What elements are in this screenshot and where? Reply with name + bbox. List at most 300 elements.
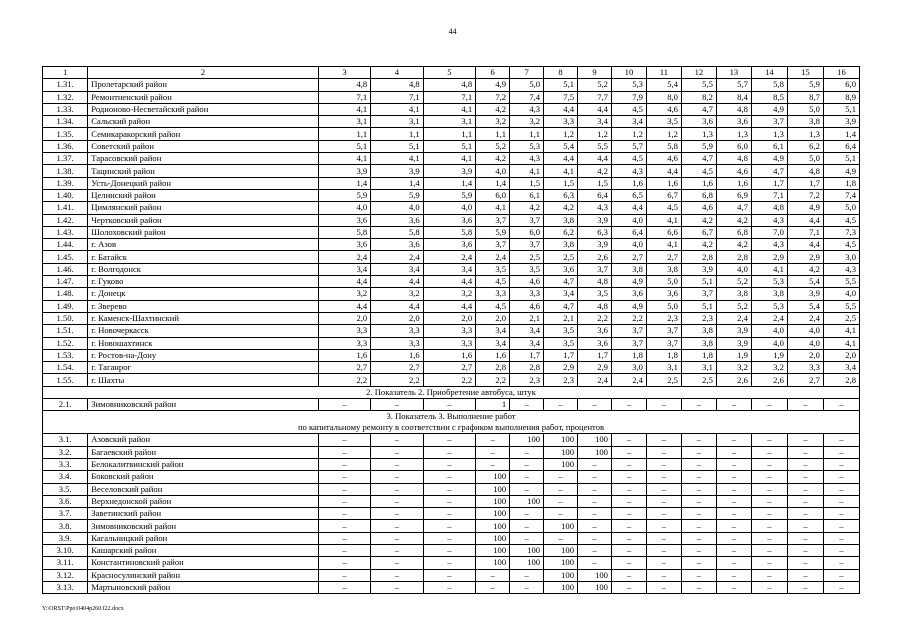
value-cell: 4,1 bbox=[318, 103, 370, 115]
value-cell: 6,2 bbox=[544, 226, 578, 238]
value-cell: 5,7 bbox=[716, 79, 751, 91]
value-cell: 3,7 bbox=[476, 239, 510, 251]
row-number-cell: 1.54. bbox=[43, 362, 88, 374]
value-cell: 8,4 bbox=[716, 91, 751, 103]
value-cell: – bbox=[318, 569, 370, 581]
value-cell: 6,6 bbox=[646, 226, 681, 238]
value-cell: 4,5 bbox=[476, 300, 510, 312]
table-row bbox=[43, 520, 860, 532]
table-row bbox=[43, 189, 860, 201]
value-cell: – bbox=[681, 471, 716, 483]
value-cell: 3,6 bbox=[318, 214, 370, 226]
district-name-cell: Кагальницкий район bbox=[88, 532, 318, 544]
table-row bbox=[43, 532, 860, 544]
value-cell: 5,0 bbox=[646, 276, 681, 288]
value-cell: – bbox=[787, 483, 823, 495]
value-cell: 5 bbox=[423, 67, 475, 79]
value-cell: 3,4 bbox=[611, 116, 646, 128]
value-cell: 3,7 bbox=[611, 325, 646, 337]
district-name-cell: Белокалитвинский район bbox=[88, 458, 318, 470]
district-name-cell: Сальский район bbox=[88, 116, 318, 128]
value-cell: 7,5 bbox=[544, 91, 578, 103]
value-cell: – bbox=[371, 508, 423, 520]
value-cell: 4,7 bbox=[544, 300, 578, 312]
value-cell: – bbox=[751, 495, 787, 507]
value-cell: 3,5 bbox=[578, 288, 612, 300]
value-cell: – bbox=[423, 569, 475, 581]
district-name-cell: г. Донецк bbox=[88, 288, 318, 300]
value-cell: – bbox=[423, 495, 475, 507]
value-cell: 1,7 bbox=[510, 349, 544, 361]
value-cell: 4,9 bbox=[751, 103, 787, 115]
value-cell: 8,5 bbox=[751, 91, 787, 103]
value-cell: 3,3 bbox=[423, 325, 475, 337]
district-name-cell: Цимлянский район bbox=[88, 202, 318, 214]
value-cell: – bbox=[787, 520, 823, 532]
table-row bbox=[43, 399, 860, 411]
table-row bbox=[43, 569, 860, 581]
row-number-cell: 1.52. bbox=[43, 337, 88, 349]
row-number-cell: 3.12. bbox=[43, 569, 88, 581]
value-cell: 14 bbox=[751, 67, 787, 79]
value-cell: 5,8 bbox=[423, 226, 475, 238]
value-cell: – bbox=[510, 532, 544, 544]
value-cell: 3,0 bbox=[823, 251, 859, 263]
district-name-cell: Заветинский район bbox=[88, 508, 318, 520]
value-cell: 1,1 bbox=[371, 128, 423, 140]
value-cell: 3,3 bbox=[787, 362, 823, 374]
value-cell: 2,7 bbox=[611, 251, 646, 263]
table-row bbox=[43, 557, 860, 569]
value-cell: – bbox=[371, 471, 423, 483]
value-cell: – bbox=[716, 581, 751, 593]
value-cell: 7 bbox=[510, 67, 544, 79]
value-cell: 5,5 bbox=[681, 79, 716, 91]
value-cell: 3,9 bbox=[371, 165, 423, 177]
district-name-cell: Целинский район bbox=[88, 189, 318, 201]
value-cell: 3,7 bbox=[578, 263, 612, 275]
value-cell: 4,2 bbox=[716, 239, 751, 251]
value-cell: 2,9 bbox=[751, 251, 787, 263]
value-cell: – bbox=[681, 544, 716, 556]
value-cell: 4,5 bbox=[646, 202, 681, 214]
value-cell: 3,2 bbox=[371, 288, 423, 300]
district-name-cell: Семикаракорский район bbox=[88, 128, 318, 140]
value-cell: – bbox=[751, 508, 787, 520]
value-cell: – bbox=[371, 434, 423, 446]
value-cell: 1,5 bbox=[578, 177, 612, 189]
value-cell: – bbox=[510, 569, 544, 581]
file-path-footer: Y:\ORST\Ppo\0404p260.f22.docx bbox=[42, 606, 124, 612]
value-cell: 2,3 bbox=[681, 312, 716, 324]
value-cell: – bbox=[371, 569, 423, 581]
value-cell: – bbox=[646, 557, 681, 569]
value-cell: 5,0 bbox=[787, 153, 823, 165]
value-cell: 4,8 bbox=[318, 79, 370, 91]
value-cell: 2,4 bbox=[611, 374, 646, 386]
value-cell: 1,6 bbox=[681, 177, 716, 189]
district-name-cell: Зимовниковский район bbox=[88, 399, 318, 411]
value-cell: 4,1 bbox=[476, 202, 510, 214]
value-cell: – bbox=[646, 581, 681, 593]
value-cell: – bbox=[578, 399, 612, 411]
value-cell: 2,2 bbox=[371, 374, 423, 386]
district-name-cell: г. Новошахтинск bbox=[88, 337, 318, 349]
value-cell: – bbox=[646, 399, 681, 411]
value-cell: 7,1 bbox=[423, 91, 475, 103]
value-cell: 3,9 bbox=[578, 214, 612, 226]
value-cell: 100 bbox=[578, 434, 612, 446]
value-cell: 4,4 bbox=[371, 276, 423, 288]
value-cell: 100 bbox=[578, 446, 612, 458]
value-cell: 2,4 bbox=[578, 374, 612, 386]
value-cell: – bbox=[318, 471, 370, 483]
value-cell: 2,8 bbox=[510, 362, 544, 374]
value-cell: – bbox=[544, 471, 578, 483]
value-cell: 4,4 bbox=[423, 300, 475, 312]
value-cell: – bbox=[544, 532, 578, 544]
value-cell: 100 bbox=[544, 544, 578, 556]
value-cell: 5,5 bbox=[823, 276, 859, 288]
value-cell: – bbox=[646, 458, 681, 470]
value-cell: 2,2 bbox=[476, 374, 510, 386]
table-row bbox=[43, 458, 860, 470]
value-cell: – bbox=[611, 557, 646, 569]
value-cell: 3,7 bbox=[751, 116, 787, 128]
value-cell: 3,6 bbox=[681, 116, 716, 128]
value-cell: 4,2 bbox=[476, 153, 510, 165]
table-row bbox=[43, 226, 860, 238]
value-cell: – bbox=[751, 544, 787, 556]
district-name-cell: Советский район bbox=[88, 140, 318, 152]
section-title-line: 2. Показатель 2. Приобретение автобуса, штук bbox=[366, 386, 536, 397]
district-name-cell: Тацинский район bbox=[88, 165, 318, 177]
value-cell: 5,1 bbox=[823, 103, 859, 115]
value-cell: 100 bbox=[476, 495, 510, 507]
value-cell: 7,4 bbox=[823, 189, 859, 201]
value-cell: – bbox=[646, 508, 681, 520]
value-cell: 3,5 bbox=[646, 116, 681, 128]
value-cell: 4,5 bbox=[611, 103, 646, 115]
value-cell: 4,9 bbox=[823, 165, 859, 177]
value-cell: – bbox=[611, 434, 646, 446]
indicator-table bbox=[42, 66, 860, 594]
district-name-cell: г. Каменск-Шахтинский bbox=[88, 312, 318, 324]
value-cell: 2,0 bbox=[823, 349, 859, 361]
value-cell: – bbox=[476, 434, 510, 446]
value-cell: 4,5 bbox=[823, 214, 859, 226]
value-cell: 2,2 bbox=[578, 312, 612, 324]
value-cell: 4,1 bbox=[371, 103, 423, 115]
value-cell: – bbox=[681, 458, 716, 470]
table-row bbox=[43, 349, 860, 361]
table-row bbox=[43, 177, 860, 189]
value-cell: 3,0 bbox=[611, 362, 646, 374]
value-cell: – bbox=[681, 434, 716, 446]
value-cell: 10 bbox=[611, 67, 646, 79]
value-cell: – bbox=[476, 569, 510, 581]
value-cell: 6,7 bbox=[681, 226, 716, 238]
row-number-cell: 1.32. bbox=[43, 91, 88, 103]
value-cell: 4,4 bbox=[787, 214, 823, 226]
value-cell: – bbox=[823, 495, 859, 507]
value-cell: – bbox=[681, 557, 716, 569]
value-cell: 1,5 bbox=[510, 177, 544, 189]
value-cell: 5,4 bbox=[787, 276, 823, 288]
value-cell: 4,1 bbox=[318, 153, 370, 165]
value-cell: 6,2 bbox=[787, 140, 823, 152]
value-cell: 1,8 bbox=[823, 177, 859, 189]
value-cell: 5,8 bbox=[646, 140, 681, 152]
row-number-cell: 3.3. bbox=[43, 458, 88, 470]
table-row bbox=[43, 483, 860, 495]
value-cell: 1,1 bbox=[423, 128, 475, 140]
value-cell: 1,4 bbox=[423, 177, 475, 189]
value-cell: 1,2 bbox=[578, 128, 612, 140]
value-cell: – bbox=[646, 471, 681, 483]
value-cell: – bbox=[371, 581, 423, 593]
section3-title-cell bbox=[43, 411, 860, 434]
value-cell: 2,5 bbox=[510, 251, 544, 263]
value-cell: 4,8 bbox=[787, 165, 823, 177]
value-cell: 1,1 bbox=[476, 128, 510, 140]
row-number-cell: 1.37. bbox=[43, 153, 88, 165]
value-cell: 100 bbox=[476, 508, 510, 520]
value-cell: 4,5 bbox=[823, 239, 859, 251]
value-cell: 100 bbox=[544, 557, 578, 569]
value-cell: 6,4 bbox=[578, 189, 612, 201]
value-cell: 4,0 bbox=[823, 288, 859, 300]
value-cell: 100 bbox=[510, 434, 544, 446]
value-cell: – bbox=[823, 508, 859, 520]
row-number-cell: 3.7. bbox=[43, 508, 88, 520]
value-cell: – bbox=[787, 544, 823, 556]
table-row bbox=[43, 128, 860, 140]
value-cell: 2,8 bbox=[716, 251, 751, 263]
value-cell: 3,6 bbox=[544, 263, 578, 275]
value-cell: – bbox=[646, 532, 681, 544]
value-cell: – bbox=[510, 520, 544, 532]
value-cell: 6,3 bbox=[578, 226, 612, 238]
value-cell: – bbox=[716, 532, 751, 544]
value-cell: – bbox=[787, 471, 823, 483]
value-cell: 4,1 bbox=[544, 165, 578, 177]
value-cell: – bbox=[611, 508, 646, 520]
value-cell: 4,2 bbox=[787, 263, 823, 275]
value-cell: 7,7 bbox=[578, 91, 612, 103]
value-cell: 4,7 bbox=[681, 103, 716, 115]
value-cell: 3,8 bbox=[681, 325, 716, 337]
district-name-cell: Боковский район bbox=[88, 471, 318, 483]
value-cell: – bbox=[423, 532, 475, 544]
value-cell: – bbox=[716, 434, 751, 446]
value-cell: 4,6 bbox=[646, 103, 681, 115]
value-cell: 4,3 bbox=[578, 202, 612, 214]
value-cell: 4,1 bbox=[510, 165, 544, 177]
value-cell: – bbox=[578, 483, 612, 495]
value-cell: 100 bbox=[510, 544, 544, 556]
table-row bbox=[43, 202, 860, 214]
value-cell: 1,6 bbox=[476, 349, 510, 361]
value-cell: 5,9 bbox=[681, 140, 716, 152]
value-cell: – bbox=[787, 458, 823, 470]
table-row bbox=[43, 140, 860, 152]
section-title-line: по капитальному ремонту в соответствии с графиком выполнения работ, процентов bbox=[297, 422, 605, 433]
value-cell: 4,1 bbox=[823, 337, 859, 349]
value-cell: – bbox=[681, 532, 716, 544]
value-cell: 3,2 bbox=[510, 116, 544, 128]
value-cell: – bbox=[611, 471, 646, 483]
value-cell: 4,6 bbox=[510, 276, 544, 288]
value-cell: 3,8 bbox=[544, 239, 578, 251]
value-cell: 2,4 bbox=[423, 251, 475, 263]
value-cell: 5,2 bbox=[578, 79, 612, 91]
value-cell: 2,6 bbox=[751, 374, 787, 386]
value-cell: 5,3 bbox=[751, 300, 787, 312]
value-cell: 4,1 bbox=[823, 325, 859, 337]
value-cell: 2,7 bbox=[423, 362, 475, 374]
value-cell: – bbox=[823, 471, 859, 483]
value-cell: 4,8 bbox=[423, 79, 475, 91]
value-cell: – bbox=[787, 399, 823, 411]
value-cell: 4,4 bbox=[423, 276, 475, 288]
value-cell: 1,4 bbox=[823, 128, 859, 140]
value-cell: 3,7 bbox=[510, 239, 544, 251]
value-cell: – bbox=[371, 495, 423, 507]
value-cell: 8,7 bbox=[787, 91, 823, 103]
value-cell: 4,4 bbox=[371, 300, 423, 312]
row-number-cell: 3.11. bbox=[43, 557, 88, 569]
section2-title-cell bbox=[43, 386, 860, 398]
value-cell: 7,2 bbox=[476, 91, 510, 103]
district-name-cell: Константиновский район bbox=[88, 557, 318, 569]
value-cell: – bbox=[544, 399, 578, 411]
value-cell: 2,7 bbox=[787, 374, 823, 386]
value-cell: – bbox=[823, 569, 859, 581]
row-number-cell: 3.8. bbox=[43, 520, 88, 532]
row-number-cell: 1.48. bbox=[43, 288, 88, 300]
value-cell: 2,9 bbox=[578, 362, 612, 374]
row-number-cell: 1.36. bbox=[43, 140, 88, 152]
row-number-cell: 1 bbox=[43, 67, 88, 79]
value-cell: 6,4 bbox=[823, 140, 859, 152]
value-cell: 1,4 bbox=[371, 177, 423, 189]
value-cell: 16 bbox=[823, 67, 859, 79]
value-cell: 4,5 bbox=[611, 153, 646, 165]
value-cell: 4,1 bbox=[751, 263, 787, 275]
value-cell: 1 bbox=[476, 399, 510, 411]
value-cell: 2,4 bbox=[371, 251, 423, 263]
value-cell: 3,2 bbox=[476, 116, 510, 128]
value-cell: 3,7 bbox=[646, 325, 681, 337]
value-cell: – bbox=[823, 446, 859, 458]
value-cell: 2,5 bbox=[646, 374, 681, 386]
row-number-cell: 3.6. bbox=[43, 495, 88, 507]
value-cell: 5,0 bbox=[787, 103, 823, 115]
value-cell: 1,2 bbox=[611, 128, 646, 140]
row-number-cell: 1.45. bbox=[43, 251, 88, 263]
value-cell: 5,1 bbox=[823, 153, 859, 165]
value-cell: 5,9 bbox=[371, 189, 423, 201]
district-name-cell: г. Новочеркасск bbox=[88, 325, 318, 337]
value-cell: 4,3 bbox=[510, 153, 544, 165]
value-cell: – bbox=[578, 520, 612, 532]
value-cell: – bbox=[611, 399, 646, 411]
value-cell: – bbox=[578, 508, 612, 520]
value-cell: 4,0 bbox=[423, 202, 475, 214]
value-cell: 1,8 bbox=[611, 349, 646, 361]
value-cell: 3,9 bbox=[716, 325, 751, 337]
table-row bbox=[43, 434, 860, 446]
value-cell: – bbox=[423, 471, 475, 483]
value-cell: 3,3 bbox=[510, 288, 544, 300]
value-cell: 6,1 bbox=[510, 189, 544, 201]
value-cell: 4,2 bbox=[716, 214, 751, 226]
value-cell: – bbox=[371, 520, 423, 532]
value-cell: 5,3 bbox=[611, 79, 646, 91]
row-number-cell: 3.13. bbox=[43, 581, 88, 593]
value-cell: – bbox=[681, 483, 716, 495]
value-cell: 2,4 bbox=[318, 251, 370, 263]
value-cell: 4,1 bbox=[423, 103, 475, 115]
row-number-cell: 1.44. bbox=[43, 239, 88, 251]
row-number-cell: 2.1. bbox=[43, 399, 88, 411]
value-cell: 4,6 bbox=[646, 153, 681, 165]
value-cell: – bbox=[611, 446, 646, 458]
district-name-cell: Ремонтненский район bbox=[88, 91, 318, 103]
table-row bbox=[43, 581, 860, 593]
value-cell: 6,4 bbox=[611, 226, 646, 238]
value-cell: – bbox=[751, 471, 787, 483]
value-cell: 1,2 bbox=[646, 128, 681, 140]
value-cell: 2,0 bbox=[423, 312, 475, 324]
value-cell: 3,5 bbox=[510, 263, 544, 275]
value-cell: – bbox=[646, 446, 681, 458]
district-name-cell: Шолоховский район bbox=[88, 226, 318, 238]
value-cell: – bbox=[423, 581, 475, 593]
value-cell: – bbox=[371, 399, 423, 411]
value-cell: 4,4 bbox=[318, 276, 370, 288]
value-cell: – bbox=[611, 544, 646, 556]
table-row bbox=[43, 300, 860, 312]
value-cell: 4,4 bbox=[611, 202, 646, 214]
value-cell: 3,4 bbox=[476, 325, 510, 337]
row-number-cell: 1.40. bbox=[43, 189, 88, 201]
value-cell: 4,8 bbox=[578, 276, 612, 288]
value-cell: 3,2 bbox=[318, 288, 370, 300]
row-number-cell: 1.41. bbox=[43, 202, 88, 214]
value-cell: 3,4 bbox=[423, 263, 475, 275]
value-cell: – bbox=[716, 471, 751, 483]
value-cell: 5,9 bbox=[423, 189, 475, 201]
value-cell: – bbox=[578, 471, 612, 483]
district-name-cell: Родионово-Несветайский район bbox=[88, 103, 318, 115]
value-cell: 3,6 bbox=[423, 214, 475, 226]
value-cell: – bbox=[716, 508, 751, 520]
value-cell: – bbox=[823, 544, 859, 556]
value-cell: – bbox=[423, 544, 475, 556]
district-name-cell: Веселовский район bbox=[88, 483, 318, 495]
row-number-cell: 1.39. bbox=[43, 177, 88, 189]
header-row bbox=[43, 67, 860, 79]
value-cell: – bbox=[681, 399, 716, 411]
value-cell: 6,8 bbox=[716, 226, 751, 238]
value-cell: 4,7 bbox=[681, 153, 716, 165]
value-cell: 5,1 bbox=[681, 300, 716, 312]
value-cell: – bbox=[787, 434, 823, 446]
value-cell: 3,1 bbox=[318, 116, 370, 128]
value-cell: – bbox=[611, 458, 646, 470]
